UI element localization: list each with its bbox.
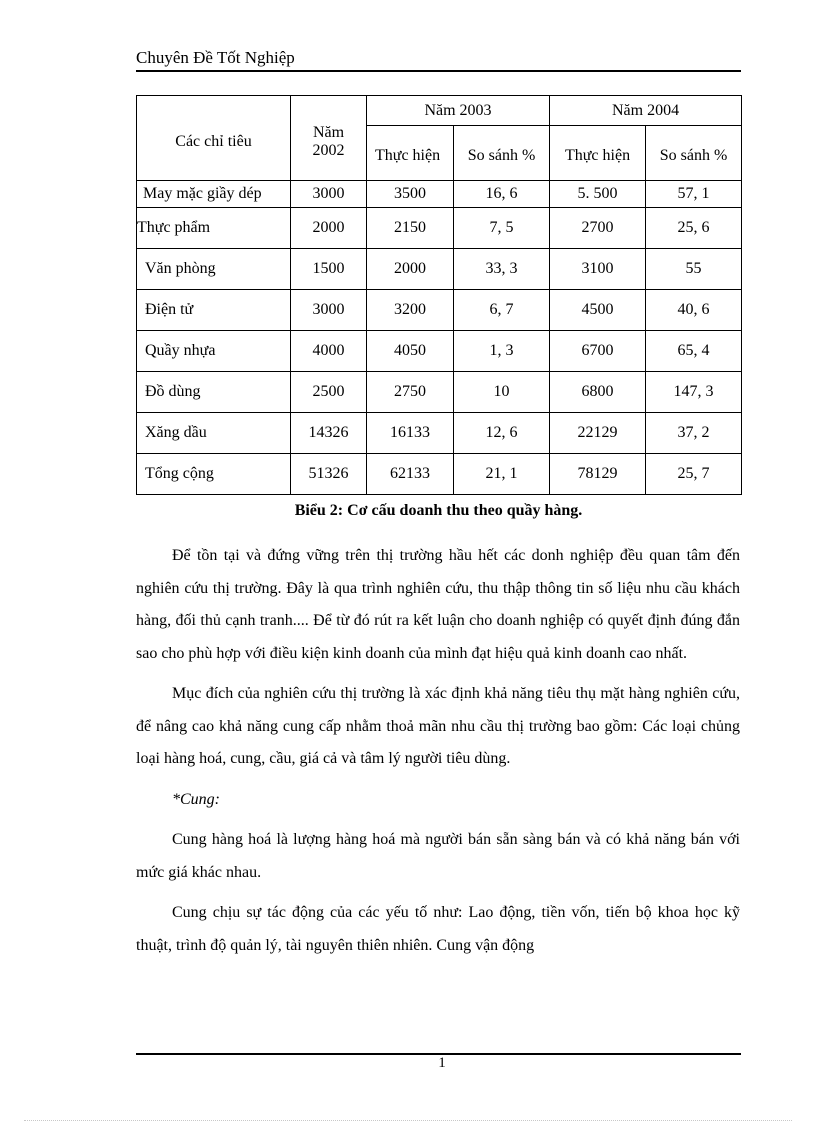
cell-compare-2003: 7, 5: [454, 208, 550, 249]
table-row: [137, 181, 742, 208]
page-number: 1: [438, 1055, 446, 1071]
cell-2002: 14326: [291, 413, 367, 454]
cell-actual-2004: 4500: [550, 290, 646, 331]
table-row: [137, 290, 742, 331]
header-year-2004: Năm 2004: [550, 96, 742, 126]
table-row: [137, 413, 742, 454]
cell-actual-2003: 62133: [367, 454, 454, 495]
cell-actual-2004: 78129: [550, 454, 646, 495]
header-actual-2003: Thực hiện: [367, 126, 454, 181]
cell-compare-2003: 16, 6: [454, 181, 550, 208]
cell-compare-2004: 25, 7: [646, 454, 742, 495]
cell-2002: 4000: [291, 331, 367, 372]
header-compare-2003: So sánh %: [454, 126, 550, 181]
cell-actual-2004: 2700: [550, 208, 646, 249]
cell-2002: 1500: [291, 249, 367, 290]
cell-compare-2003: 12, 6: [454, 413, 550, 454]
cell-actual-2003: 16133: [367, 413, 454, 454]
table-row: [137, 372, 742, 413]
cell-actual-2004: 6700: [550, 331, 646, 372]
paragraph: Mục đích của nghiên cứu thị trường là xác định khả năng tiêu thụ mặt hàng nghiên cứu, để nâng cao khả năng cung cấp nhằm thoả mãn nhu cầu thị trường bao gồm: Các loại chủng loại hàng hoá, cung, cầu, giá cả và tâm lý người tiêu dùng.: [136, 685, 740, 767]
cell-2002: 3000: [291, 181, 367, 208]
table-header-row: [137, 96, 742, 126]
cell-actual-2003: 2150: [367, 208, 454, 249]
section-heading-cung: *Cung:: [172, 790, 220, 808]
cell-compare-2004: 37, 2: [646, 413, 742, 454]
cell-compare-2003: 10: [454, 372, 550, 413]
row-label: Tổng cộng: [137, 454, 291, 495]
cell-compare-2003: 33, 3: [454, 249, 550, 290]
table-caption: Biểu 2: Cơ cấu doanh thu theo quầy hàng.: [294, 502, 583, 519]
cell-compare-2003: 6, 7: [454, 290, 550, 331]
header-compare-2004: So sánh %: [646, 126, 742, 181]
cell-actual-2003: 3200: [367, 290, 454, 331]
cell-compare-2004: 25, 6: [646, 208, 742, 249]
header-indicator: Các chỉ tiêu: [137, 96, 291, 181]
paragraph: Để tồn tại và đứng vững trên thị trường hầu hết các donh nghiệp đều quan tâm đến nghiên cứu thị trường. Đây là qua trình nghiên cứu, thu thập thông tin số liệu nhu cầu khách hàng, đối thủ cạnh tranh.... Để từ đó rút ra kết luận cho doanh nghiệp có quyết định đúng đắn sao cho phù hợp với điều kiện kinh doanh của mình đạt hiệu quả kinh doanh cao nhất.: [136, 547, 740, 662]
row-label: Xăng dầu: [137, 413, 291, 454]
row-label: May mặc giầy dép: [137, 181, 291, 208]
row-label: Thực phẩm: [137, 208, 291, 249]
cell-actual-2004: 5. 500: [550, 181, 646, 208]
page-edge-dotted-line: [24, 1120, 792, 1121]
row-label: Điện tử: [137, 290, 291, 331]
header-year-2003: Năm 2003: [367, 96, 550, 126]
table-row: [137, 208, 742, 249]
cell-compare-2004: 57, 1: [646, 181, 742, 208]
cell-2002: 2000: [291, 208, 367, 249]
header-year-2002: Năm 2002: [291, 96, 367, 181]
body-text: [136, 540, 740, 970]
table-row: [137, 331, 742, 372]
cell-actual-2004: 6800: [550, 372, 646, 413]
header-divider: [136, 70, 741, 72]
cell-actual-2003: 2750: [367, 372, 454, 413]
cell-actual-2004: 22129: [550, 413, 646, 454]
cell-compare-2004: 65, 4: [646, 331, 742, 372]
row-label: Đồ dùng: [137, 372, 291, 413]
cell-actual-2003: 2000: [367, 249, 454, 290]
table-row-total: [137, 454, 742, 495]
paragraph: Cung chịu sự tác động của các yếu tố như: Lao động, tiền vốn, tiến bộ khoa học kỹ thuật, trình độ quản lý, tài nguyên thiên nhiên. Cung vận động: [136, 904, 740, 954]
cell-2002: 51326: [291, 454, 367, 495]
cell-compare-2004: 55: [646, 249, 742, 290]
cell-2002: 3000: [291, 290, 367, 331]
document-header-title: Chuyên Đề Tốt Nghiệp: [136, 48, 295, 67]
table-row: [137, 249, 742, 290]
cell-actual-2003: 4050: [367, 331, 454, 372]
cell-compare-2003: 1, 3: [454, 331, 550, 372]
row-label: Quầy nhựa: [137, 331, 291, 372]
revenue-table: [136, 95, 742, 495]
paragraph: Cung hàng hoá là lượng hàng hoá mà người bán sẵn sàng bán và có khả năng bán với mức giá khác nhau.: [136, 831, 740, 881]
cell-compare-2004: 40, 6: [646, 290, 742, 331]
cell-actual-2004: 3100: [550, 249, 646, 290]
row-label: Văn phòng: [137, 249, 291, 290]
cell-compare-2003: 21, 1: [454, 454, 550, 495]
cell-2002: 2500: [291, 372, 367, 413]
cell-actual-2003: 3500: [367, 181, 454, 208]
header-actual-2004: Thực hiện: [550, 126, 646, 181]
cell-compare-2004: 147, 3: [646, 372, 742, 413]
